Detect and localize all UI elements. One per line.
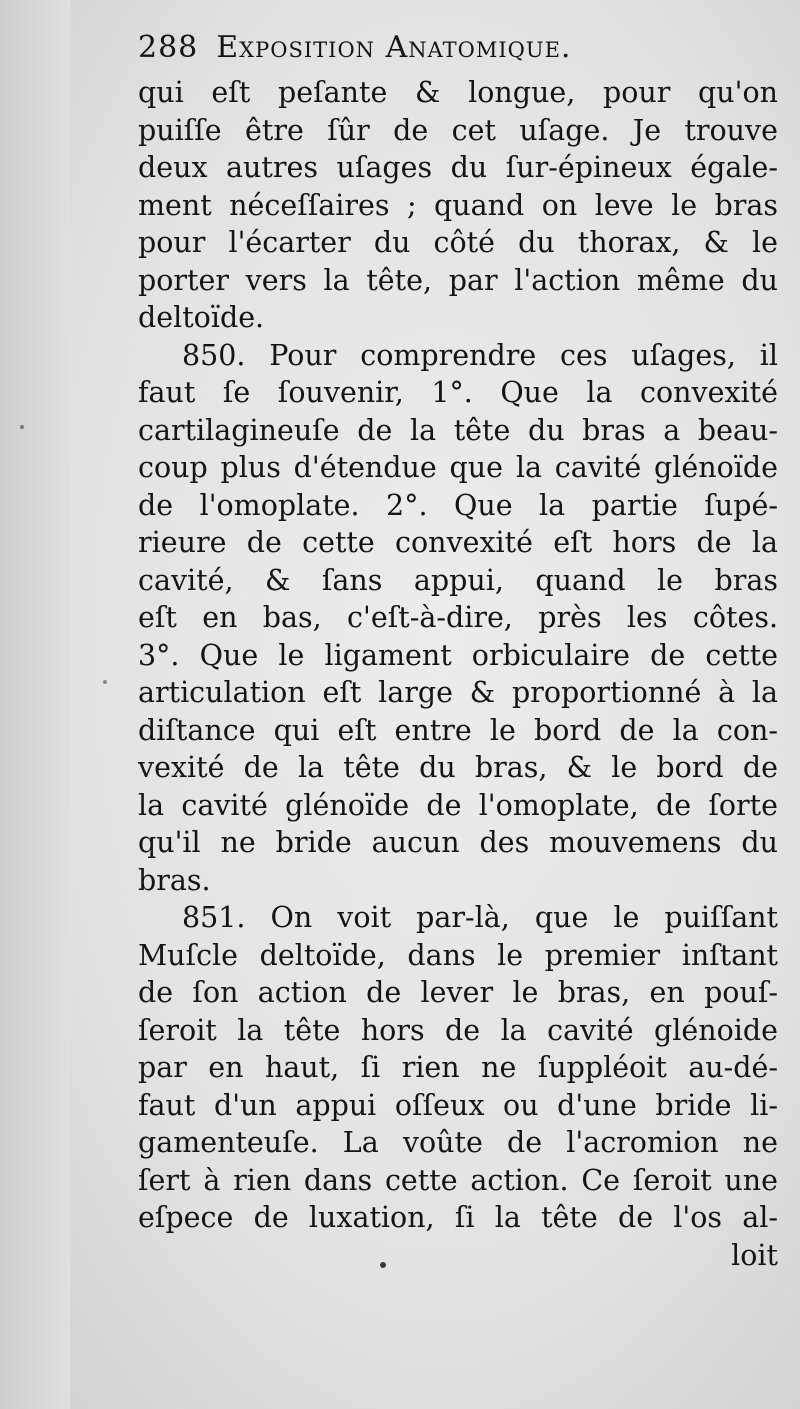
text-line: rieure de cette convexité eſt hors de la — [138, 526, 778, 559]
text-block — [138, 30, 778, 1274]
text-line: ſeroit la tête hors de la cavité glénoide — [138, 1013, 778, 1047]
text-line: de l'omoplate. 2°. Que la partie ſupé- — [138, 488, 778, 522]
ink-speck — [103, 680, 107, 684]
text-line: articulation eſt large & proportionné à la — [138, 676, 778, 709]
running-title: Exposition Anatomique. — [216, 30, 572, 65]
text-line: diſtance qui eſt entre le bord de la con- — [138, 713, 778, 747]
text-line: bras. — [138, 863, 211, 897]
text-line: cavité, & ſans appui, quand le bras — [138, 563, 778, 597]
text-line: deux autres uſages du ſur-épineux égale- — [138, 151, 778, 184]
text-line: vexité de la tête du bras, & le bord de — [138, 751, 778, 784]
text-line: qui eſt peſante & longue, pour qu'on — [138, 76, 778, 109]
text-line: cartilagineuſe de la tête du bras a beau- — [138, 413, 778, 447]
catchword: loit — [731, 1238, 778, 1272]
ink-speck — [380, 1262, 386, 1268]
text-line: porter vers la tête, par l'action même du — [138, 263, 778, 297]
text-line: la cavité glénoïde de l'omoplate, de ſorte — [138, 788, 778, 822]
page-number: 288 — [138, 30, 199, 65]
text-line: de ſon action de lever le bras, en pouſ- — [138, 976, 778, 1009]
text-line: ſert à rien dans cette action. Ce ſeroit une — [138, 1163, 778, 1197]
ink-speck — [20, 425, 24, 429]
page-gutter — [0, 0, 70, 1409]
paragraph-850-start: 850. Pour comprendre ces uſages, il — [182, 338, 778, 372]
text-line: gamenteuſe. La voûte de l'acromion ne — [138, 1126, 778, 1159]
text-line: faut ſe ſouvenir, 1°. Que la convexité — [138, 376, 778, 409]
text-line: faut d'un appui oſſeux ou d'une bride li- — [138, 1088, 778, 1122]
text-line: puiſſe être ſûr de cet uſage. Je trouve — [138, 113, 778, 147]
text-line: eſpece de luxation, ſi la tête de l'os al- — [138, 1201, 778, 1234]
text-line: Muſcle deltoïde, dans le premier inſtant — [138, 938, 778, 972]
text-line: 3°. Que le ligament orbiculaire de cette — [138, 638, 778, 672]
paragraph-851-start: 851. On voit par-là, que le puiſſant — [182, 901, 778, 934]
running-head — [138, 30, 778, 74]
text-line: eſt en bas, c'eſt-à-dire, près les côtes. — [138, 601, 778, 634]
text-line: coup plus d'étendue que la cavité glénoïde — [138, 451, 778, 484]
text-line: deltoïde. — [138, 301, 265, 334]
text-line: ment néceſſaires ; quand on leve le bras — [138, 188, 778, 222]
text-line: par en haut, ſi rien ne ſuppléoit au-dé- — [138, 1051, 778, 1084]
text-line: qu'il ne bride aucun des mouvemens du — [138, 826, 778, 859]
text-line: pour l'écarter du côté du thorax, & le — [138, 226, 778, 259]
